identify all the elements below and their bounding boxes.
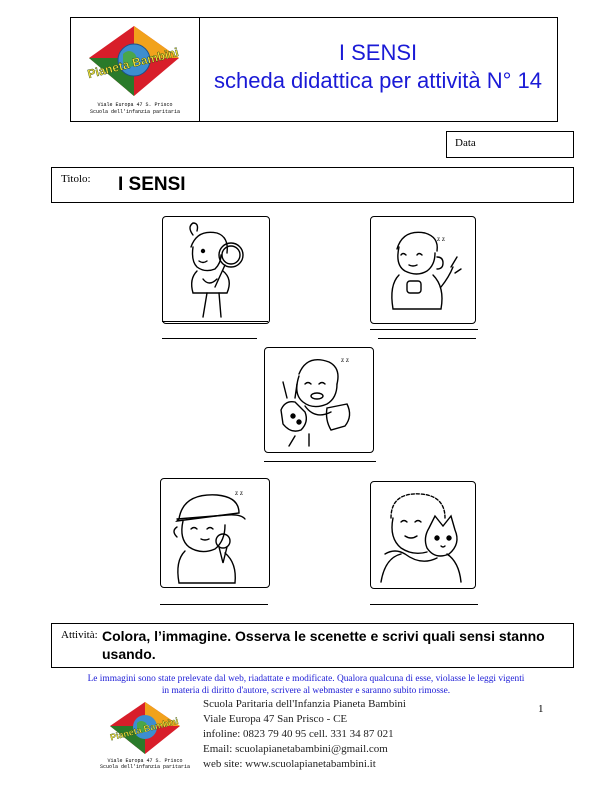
disclaimer-line-2: in materia di diritto d'autore, scrivere al webmaster e saranno subito rimosse.: [161, 686, 451, 696]
answer-line-2[interactable]: [370, 329, 478, 330]
header-title: I SENSI: [338, 40, 418, 65]
title-value: I SENSI: [118, 174, 186, 195]
footer-contact-info: [203, 697, 406, 772]
answer-line-3[interactable]: [162, 338, 257, 339]
picture-sight: [162, 216, 270, 324]
logo-caption-2: Scuola dell'infanzia paritaria: [89, 109, 180, 115]
boy-eating-ice-cream-illustration: [161, 479, 269, 587]
svg-text:z z: z z: [341, 356, 349, 364]
girl-with-magnifying-glass-illustration: [163, 217, 269, 323]
header-title-cell: [199, 18, 557, 121]
date-label: Data: [455, 137, 476, 149]
picture-touch: [370, 481, 476, 589]
picture-taste: [160, 478, 270, 588]
footer-phone: infoline: 0823 79 40 95 cell. 331 34 87 021: [203, 728, 394, 740]
answer-line-7[interactable]: [370, 604, 478, 605]
svg-text:z z: z z: [437, 235, 445, 243]
title-field: [51, 167, 574, 203]
page-number: 1: [538, 703, 544, 715]
copyright-disclaimer: [20, 673, 592, 697]
footer-address: Viale Europa 47 San Prisco - CE: [203, 713, 348, 725]
picture-hearing: [370, 216, 476, 324]
answer-line-5[interactable]: [264, 461, 376, 462]
logo-wordmark: Pianeta Bambini: [86, 45, 181, 82]
activity-field: [51, 623, 574, 668]
answer-line-1[interactable]: [162, 321, 268, 322]
answer-line-6[interactable]: [160, 604, 268, 605]
footer-school-name: Scuola Paritaria dell'Infanzia Pianeta Bambini: [203, 698, 406, 710]
activity-text: Colora, l’immagine. Osserva le scenette e scrivi quali sensi stanno usando.: [102, 628, 545, 662]
footer-logo-caption-1: Viale Europa 47 S. Prisco: [107, 758, 183, 764]
boy-hugging-cat-illustration: [371, 482, 475, 588]
pianeta-bambini-footer-logo: [96, 700, 194, 758]
footer-email[interactable]: Email: scuolapianetabambini@gmail.com: [203, 743, 388, 755]
boy-smelling-sock-illustration: [265, 348, 373, 452]
answer-line-4[interactable]: [378, 338, 476, 339]
svg-text:z z: z z: [235, 489, 243, 497]
header-table: [70, 17, 558, 122]
footer-logo: [96, 700, 194, 770]
header-subtitle: scheda didattica per attività N° 14: [214, 68, 542, 93]
header-logo-cell: [71, 18, 200, 121]
activity-label: Attività:: [61, 629, 98, 641]
footer-website[interactable]: web site: www.scuolapianetabambini.it: [203, 758, 376, 770]
logo-caption-1: Viale Europa 47 S. Prisco: [97, 102, 173, 108]
footer-logo-wordmark: Pianeta Bambini: [109, 715, 180, 743]
boy-listening-illustration: [371, 217, 475, 323]
title-label: Titolo:: [61, 173, 91, 185]
footer-logo-caption-2: Scuola dell'infanzia paritaria: [99, 764, 190, 770]
date-field[interactable]: [446, 131, 574, 158]
disclaimer-line-1: Le immagini sono state prelevate dal web, riadattate e modificate. Qualora qualcuna di esse, violasse le leggi vigenti: [87, 674, 525, 684]
picture-smell: [264, 347, 374, 453]
